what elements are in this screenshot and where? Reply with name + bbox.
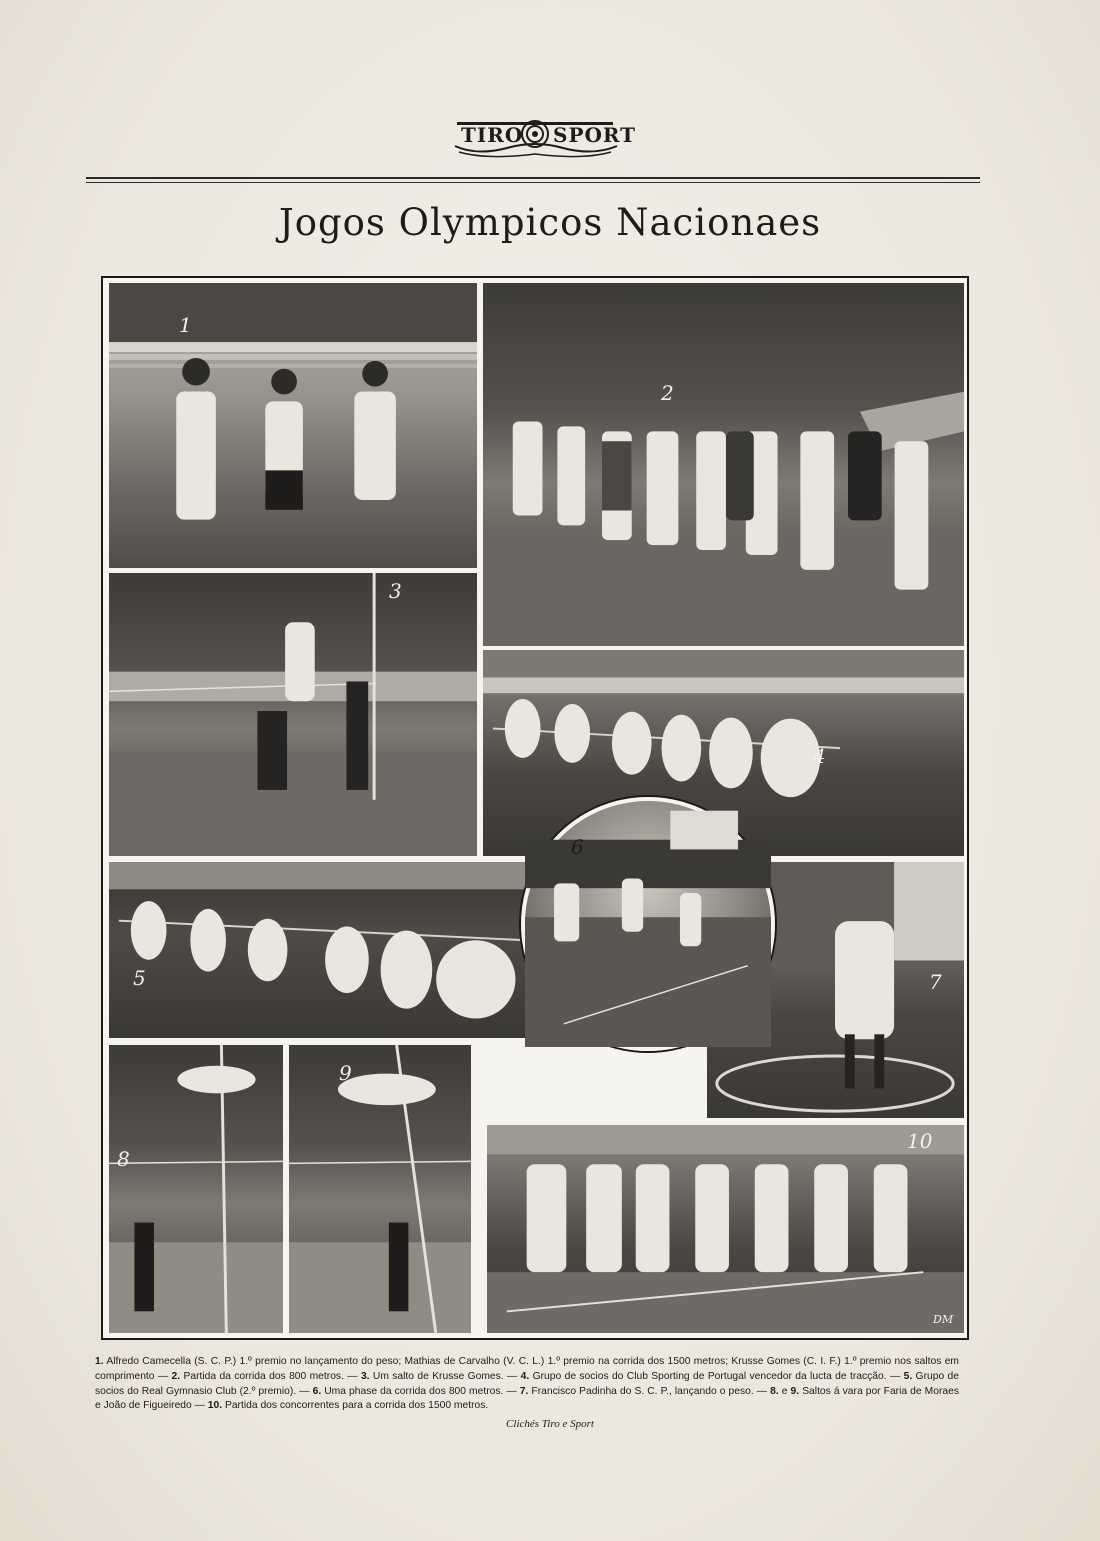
- caption-text-5: Grupo de socios do Real Gymnasio Club (2.º premio). —: [95, 1370, 959, 1397]
- photo-number-10: 10: [907, 1129, 933, 1153]
- photo-number-2: 2: [661, 381, 674, 405]
- photo-1-three-athletes: [107, 281, 479, 570]
- masthead-rule-thick: [86, 177, 980, 179]
- photo-6-phase-800m-circular: [521, 797, 775, 1051]
- caption-text-10: Partida dos concorrentes para a corrida dos 1500 metros.: [222, 1400, 489, 1412]
- caption-number-2: 2.: [171, 1370, 181, 1382]
- photographer-signature: DM: [933, 1313, 954, 1326]
- caption-number-6: 6.: [312, 1385, 322, 1397]
- photo-8-pole-vault-faria-de-moraes: [107, 1043, 285, 1335]
- photo-number-3: 3: [389, 579, 402, 603]
- caption-text-4: Grupo de socios do Club Sporting de Portugal vencedor da lucta de tracção. —: [529, 1370, 904, 1382]
- photo-number-7: 7: [929, 970, 942, 994]
- photo-3-high-jump: [107, 571, 479, 858]
- caption-text-6: Uma phase da corrida dos 800 metros. —: [321, 1385, 520, 1397]
- caption-text-3: Um salto de Krusse Gomes. —: [369, 1370, 521, 1382]
- masthead-logo: [447, 112, 637, 162]
- caption-number-9: 9.: [790, 1385, 800, 1397]
- photo-caption: [95, 1355, 959, 1414]
- photo-9-pole-vault-joao-de-figueiredo: [287, 1043, 473, 1335]
- caption-text-1: Alfredo Camecella (S. C. P.) 1.º premio no lançamento do peso; Mathias de Carvalho (V. C. L.) 1.º premio na corrida dos 1500 metros; Krusse Gomes (C. I. F.) 1.º premio nos saltos em comprimento —: [95, 1356, 959, 1382]
- photo-number-9: 9: [339, 1061, 352, 1085]
- page-title: Jogos Olympicos Nacionaes: [278, 201, 822, 244]
- caption-number-3: 3.: [360, 1370, 370, 1382]
- caption-number-1: 1.: [95, 1356, 104, 1367]
- photo-5-tug-of-war-real-gymnasio: [107, 860, 573, 1040]
- caption-text-2: Partida da corrida dos 800 metros. —: [180, 1370, 361, 1382]
- caption-text-7: Francisco Padinha do S. C. P., lançando o peso. —: [528, 1385, 771, 1397]
- logo-text-tiro: TIRO: [461, 123, 524, 147]
- photo-2-start-800m: [481, 281, 966, 648]
- photo-number-6: 6: [571, 835, 584, 859]
- caption-number-4: 4.: [520, 1370, 530, 1382]
- caption-text-8: e: [778, 1385, 791, 1397]
- photo-number-5: 5: [133, 966, 146, 990]
- caption-number-8: 8.: [770, 1385, 779, 1397]
- caption-number-5: 5.: [903, 1370, 913, 1382]
- photo-number-1: 1: [179, 313, 192, 337]
- photo-10-start-1500m: [485, 1123, 966, 1335]
- photo-number-8: 8: [117, 1147, 130, 1171]
- photo-credit: Clichés Tiro e Sport: [506, 1418, 594, 1430]
- photo-number-4: 4: [813, 744, 826, 768]
- caption-text-9: Saltos á vara por Faria de Moraes e João de Figueiredo —: [95, 1385, 960, 1412]
- caption-number-10: 10.: [207, 1400, 223, 1412]
- logo-text-sport: SPORT: [553, 123, 637, 147]
- caption-number-7: 7.: [519, 1385, 529, 1397]
- masthead-rule-thin: [86, 182, 980, 183]
